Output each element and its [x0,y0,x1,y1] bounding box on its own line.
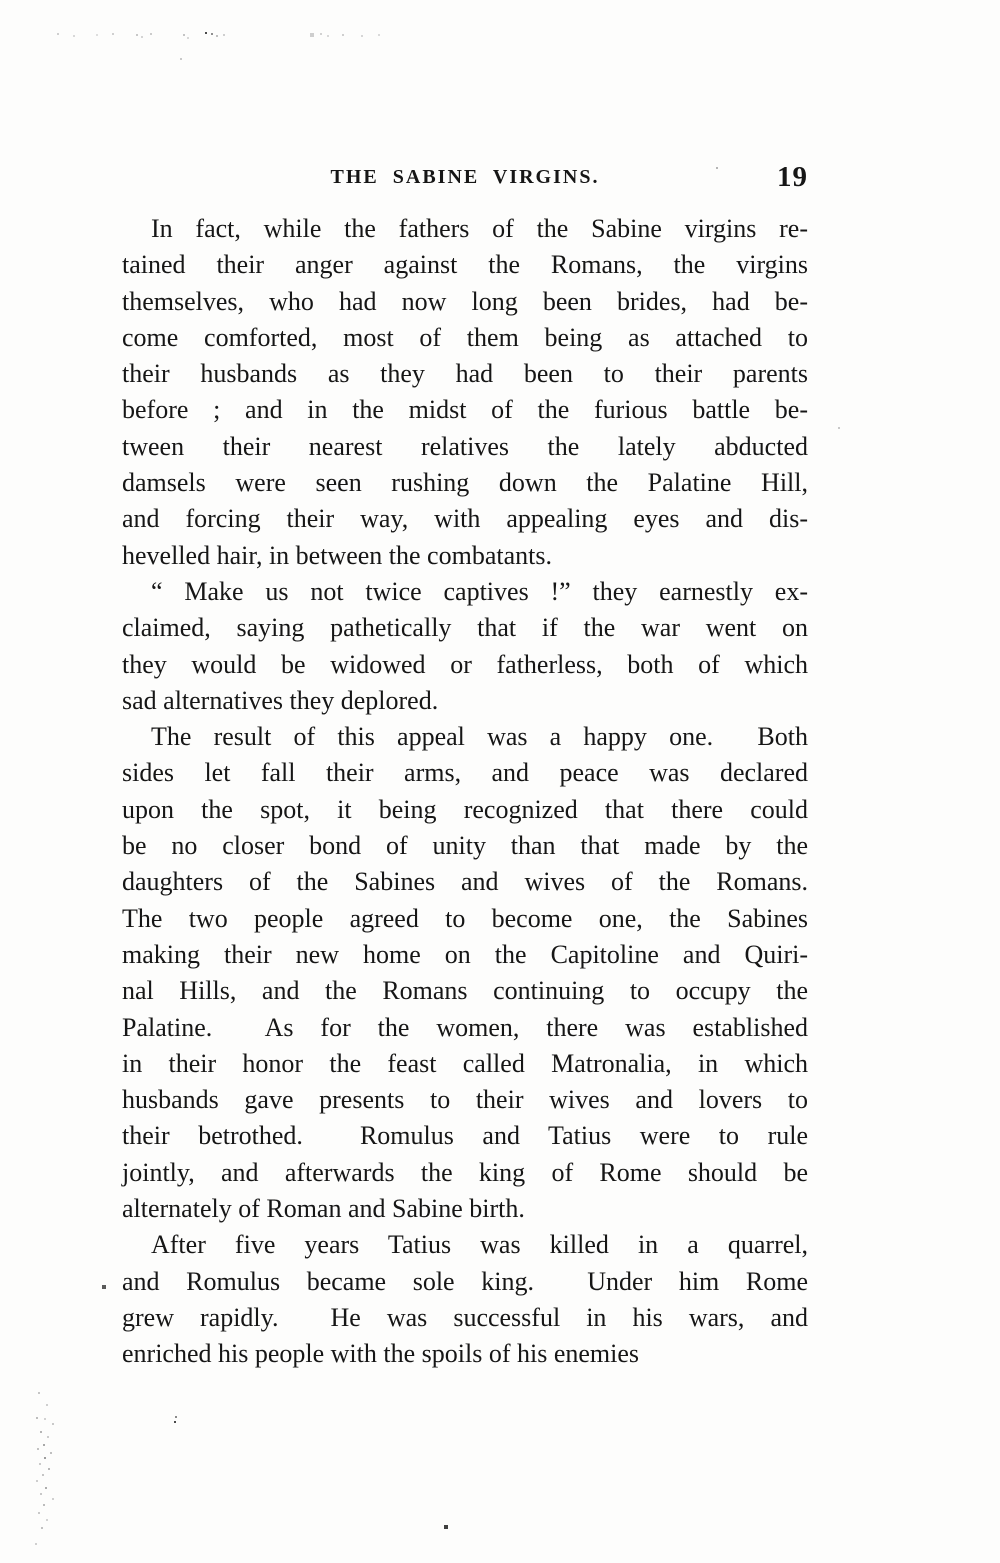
text-line: After five years Tatius was killed in a quarrel, [151,1230,808,1260]
text-line: daughters of the Sabines and wives of the Romans. [122,867,808,897]
text-line: jointly, and afterwards the king of Rome should be [122,1157,808,1187]
text-line: sides let fall their arms, and peace was declared [122,758,808,788]
scan-noise-stray [0,0,2,2]
text-line: tween their nearest relatives the lately abducted [122,431,808,461]
paragraph [122,211,808,574]
text-line: before ; and in the midst of the furious battle be- [122,395,808,425]
page-number: 19 [777,161,808,193]
text-line: The result of this appeal was a happy one. Both [151,722,808,752]
page-text [122,211,808,1373]
text-line: in their honor the feast called Matronalia, in which [122,1048,808,1078]
running-header-title: THE SABINE VIRGINS. [330,166,600,188]
text-line: they would be widowed or fatherless, both of which [122,649,808,679]
running-head [122,163,808,197]
text-line: alternately of Roman and Sabine birth. [122,1194,525,1224]
text-line: In fact, while the fathers of the Sabine virgins re- [151,214,808,243]
text-line: enriched his people with the spoils of his enemies [122,1339,640,1369]
paragraph [122,1227,808,1372]
text-line: their husbands as they had been to their parents [122,359,808,389]
text-line: be no closer bond of unity than that made by the [122,831,808,861]
text-line: Palatine. As for the women, there was established [122,1012,808,1042]
text-line: and forcing their way, with appealing eyes and dis- [122,504,808,534]
text-line: tained their anger against the Romans, the virgins [122,250,808,280]
text-line: themselves, who had now long been brides, had be- [122,286,808,316]
text-line: come comforted, most of them being as attached to [122,322,808,352]
text-line: upon the spot, it being recognized that there could [122,794,808,824]
paragraph [122,719,808,1227]
text-line: “ Make us not twice captives !” they earnestly ex- [151,576,808,606]
text-line: and Romulus became sole king. Under him Rome [122,1266,808,1296]
text-line: grew rapidly. He was successful in his wars, and [122,1302,808,1332]
text-line: making their new home on the Capitoline and Quiri- [122,939,808,969]
text-line: claimed, saying pathetically that if the war went on [122,613,808,643]
text-line: hevelled hair, in between the combatants. [122,540,552,570]
text-line: The two people agreed to become one, the Sabines [122,903,808,933]
text-line: damsels were seen rushing down the Palatine Hill, [122,468,808,498]
text-line: husbands gave presents to their wives and lovers to [122,1085,808,1115]
text-line: nal Hills, and the Romans continuing to occupy the [122,976,808,1006]
paragraph [122,574,808,719]
text-line: their betrothed. Romulus and Tatius were to rule [122,1121,808,1151]
text-line: sad alternatives they deplored. [122,685,439,715]
